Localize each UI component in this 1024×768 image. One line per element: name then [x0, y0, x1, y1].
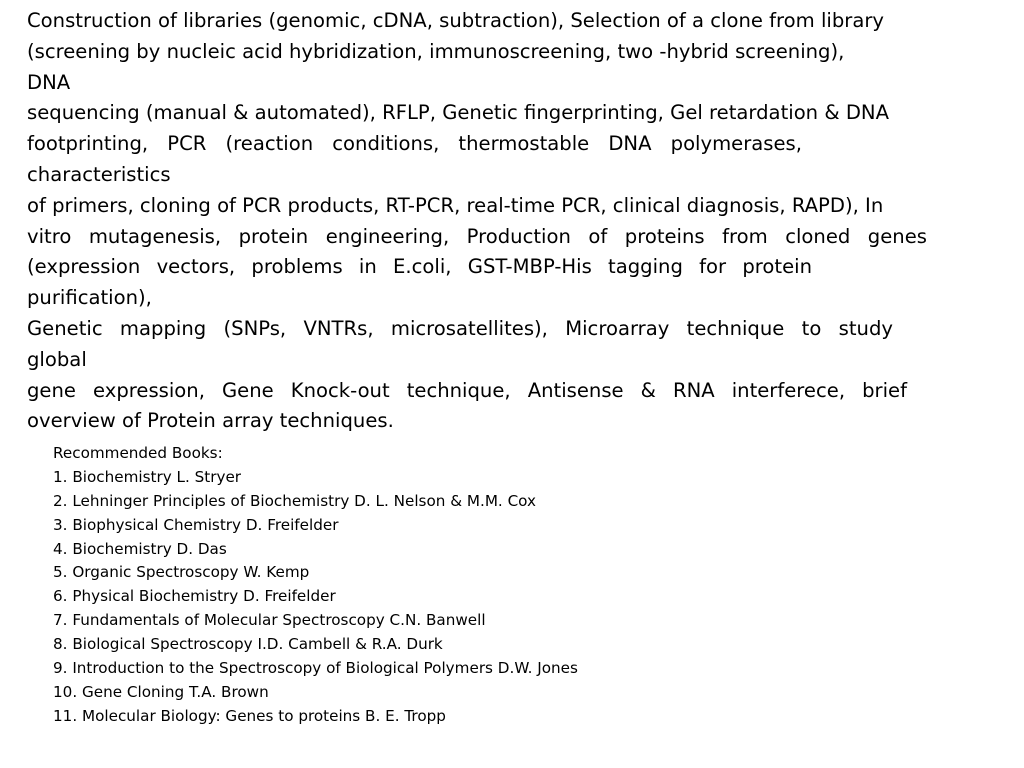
book-item: 8. Biological Spectroscopy I.D. Cambell & R.A. Durk	[53, 635, 443, 654]
books-heading: Recommended Books:	[53, 444, 223, 462]
syllabus-text	[27, 6, 939, 437]
book-item: 10. Gene Cloning T.A. Brown	[53, 682, 269, 701]
book-item: 5. Organic Spectroscopy W. Kemp	[53, 563, 310, 582]
book-item: 7. Fundamentals of Molecular Spectroscopy C.N. Banwell	[53, 611, 486, 630]
syllabus-line: DNA	[27, 70, 71, 94]
syllabus-line: Genetic mapping (SNPs, VNTRs, microsatellites), Microarray technique to study	[27, 316, 893, 340]
syllabus-line: (expression vectors, problems in E.coli, GST-MBP-His tagging for protein	[27, 255, 812, 279]
syllabus-line: global	[27, 347, 87, 371]
book-item: 6. Physical Biochemistry D. Freifelder	[53, 587, 336, 606]
syllabus-line: overview of Protein array techniques.	[27, 409, 394, 433]
syllabus-line: (screening by nucleic acid hybridization, immunoscreening, two -hybrid screening),	[27, 39, 845, 63]
syllabus-line: footprinting, PCR (reaction conditions, thermostable DNA polymerases,	[27, 132, 802, 156]
book-item: 11. Molecular Biology: Genes to proteins B. E. Tropp	[53, 706, 446, 725]
syllabus-line: Construction of libraries (genomic, cDNA, subtraction), Selection of a clone from library	[27, 9, 885, 32]
book-item: 2. Lehninger Principles of Biochemistry D. L. Nelson & M.M. Cox	[53, 491, 536, 510]
book-item: 4. Biochemistry D. Das	[53, 539, 227, 558]
book-item: 1. Biochemistry L. Stryer	[53, 467, 242, 486]
syllabus-line: sequencing (manual & automated), RFLP, Genetic fingerprinting, Gel retardation & DNA	[27, 101, 889, 125]
syllabus-line: gene expression, Gene Knock-out technique, Antisense & RNA interferece, brief	[27, 378, 907, 402]
syllabus-line: characteristics	[27, 162, 171, 186]
recommended-books	[53, 442, 693, 729]
book-item: 3. Biophysical Chemistry D. Freifelder	[53, 515, 339, 534]
syllabus-line: vitro mutagenesis, protein engineering, Production of proteins from cloned genes	[27, 224, 927, 248]
syllabus-line: of primers, cloning of PCR products, RT-PCR, real-time PCR, clinical diagnosis, RAPD), In	[27, 193, 884, 217]
syllabus-line: purification),	[27, 286, 152, 310]
book-item: 9. Introduction to the Spectroscopy of Biological Polymers D.W. Jones	[53, 659, 578, 678]
